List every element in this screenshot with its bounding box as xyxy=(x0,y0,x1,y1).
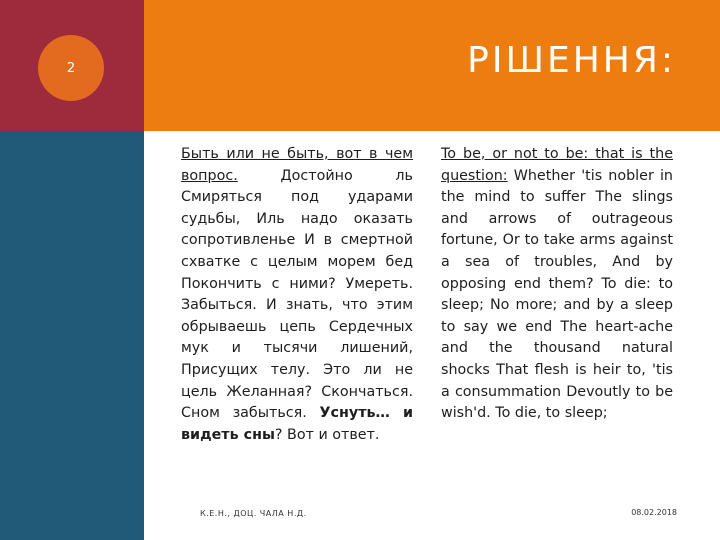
english-body: Whether 'tis nobler in the mind to suffer The slings and arrows of outrageous fortune, Or to take arms against a sea of troubles, And by opposing end them? To die: to sleep; No more; and by a sleep to say we end The heart-ache and the thousand natural shocks That flesh is heir to, 'tis a consummation Devoutly to be wish'd. To die, to sleep; xyxy=(441,167,673,422)
footer-author: К.Е.Н., ДОЦ. ЧАЛА Н.Д. xyxy=(200,509,307,518)
slide-number-badge xyxy=(38,35,104,101)
english-text-column xyxy=(441,144,673,425)
left-bottom-panel xyxy=(0,131,144,540)
english-opening-line: To be, or not to be: that is the question: xyxy=(441,146,673,184)
footer-date: 08.02.2018 xyxy=(631,508,677,517)
russian-text-column xyxy=(181,144,413,446)
russian-opening-line: Быть или не быть, вот в чем вопрос. xyxy=(181,146,413,184)
russian-body: Достойно ль Смиряться под ударами судьбы, Иль надо оказать сопротивленье И в смертной схватке с целым морем бед Покончить с ними? Умереть. Забыться. И знать, что этим обрываешь цепь Сердечных мук и тысячи лишений, Присущих телу. Это ли не цель Желанная? Скончаться. Сном забыться. xyxy=(181,167,413,422)
slide-title: РІШЕННЯ: xyxy=(467,40,676,81)
slide-number: 2 xyxy=(66,60,76,76)
russian-bold-phrase: Уснуть… и видеть сны xyxy=(181,405,413,443)
russian-tail: ? Вот и ответ. xyxy=(274,426,380,443)
